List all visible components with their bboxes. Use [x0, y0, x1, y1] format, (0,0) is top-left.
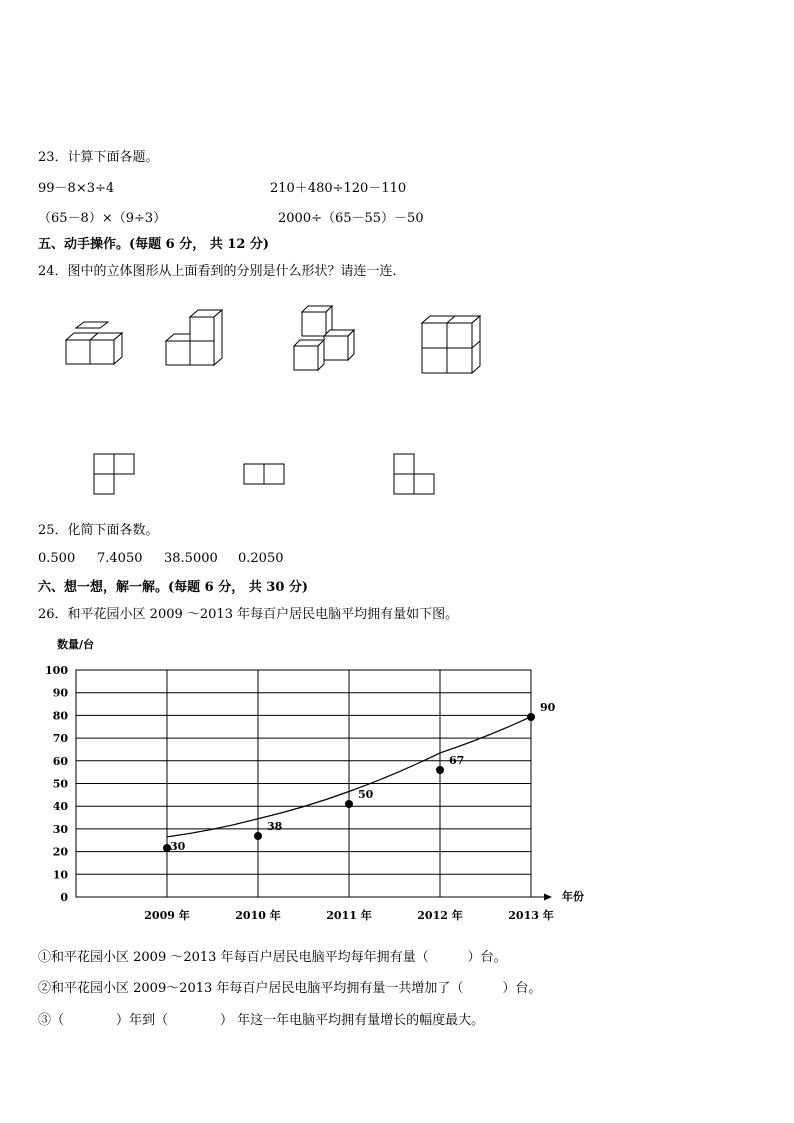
x-axis-arrow-icon [544, 894, 552, 901]
y-tick-label: 0 [60, 891, 68, 904]
y-tick-label: 90 [52, 686, 68, 700]
data-label: 30 [170, 840, 186, 853]
x-tick-label: 2013 年 [508, 909, 554, 922]
data-label: 90 [540, 701, 556, 714]
x-tick-label: 2011 年 [326, 909, 372, 922]
section-6-heading: 六、想一想，解一解。(每题 6 分， 共 30 分) [38, 580, 309, 595]
q26-subquestion-1: ①和平花园小区 2009 ～2013 年每百户居民电脑平均每年拥有量（ ）台。 [38, 950, 507, 965]
q25-number-1: 0.500 [38, 551, 76, 566]
y-tick-label: 10 [52, 868, 68, 882]
q23-expression-2: 210＋480÷120－110 [270, 181, 407, 196]
q23-expression-4: 2000÷（65－55）－50 [278, 211, 424, 226]
data-point [436, 766, 444, 774]
q25-number-3: 38.5000 [164, 551, 218, 566]
q24-title: 24．图中的立体图形从上面看到的分别是什么形状？请连一连． [38, 264, 406, 279]
data-label: 38 [267, 820, 283, 833]
x-tick-label: 2009 年 [144, 909, 190, 922]
x-tick-label: 2012 年 [417, 909, 463, 922]
q25-number-2: 7.4050 [97, 551, 143, 566]
q25-title: 25．化简下面各数。 [38, 523, 159, 538]
section-5-heading: 五、动手操作。(每题 6 分， 共 12 分) [38, 237, 270, 252]
data-point [254, 832, 262, 840]
y-tick-label: 20 [52, 845, 68, 859]
q23-expression-3: （65－8）×（9÷3） [38, 211, 167, 226]
x-axis-title: 年份 [562, 890, 584, 903]
q26-subquestion-2: ②和平花园小区 2009～2013 年每百户居民电脑平均拥有量一共增加了（ ）台。 [38, 981, 542, 996]
y-tick-label: 30 [52, 822, 68, 836]
q26-title: 26．和平花园小区 2009 ～2013 年每百户居民电脑平均拥有量如下图。 [38, 607, 459, 622]
data-point [345, 800, 353, 808]
y-tick-label: 80 [52, 709, 68, 723]
y-tick-label: 100 [45, 664, 68, 677]
data-label: 50 [358, 788, 374, 801]
data-point [527, 713, 535, 721]
q23-title: 23．计算下面各题。 [38, 150, 159, 165]
q25-number-4: 0.2050 [238, 551, 284, 566]
y-tick-label: 60 [52, 754, 68, 768]
y-axis-title: 数量/台 [57, 638, 95, 651]
data-label: 67 [449, 754, 465, 767]
q23-expression-1: 99－8×3÷4 [38, 181, 115, 196]
q26-subquestion-3: ③（ ）年到（ ） 年这一年电脑平均拥有量增长的幅度最大。 [38, 1013, 485, 1028]
y-tick-label: 40 [52, 800, 68, 814]
y-tick-label: 50 [52, 777, 68, 791]
y-tick-label: 70 [52, 732, 68, 746]
x-tick-label: 2010 年 [235, 909, 281, 922]
